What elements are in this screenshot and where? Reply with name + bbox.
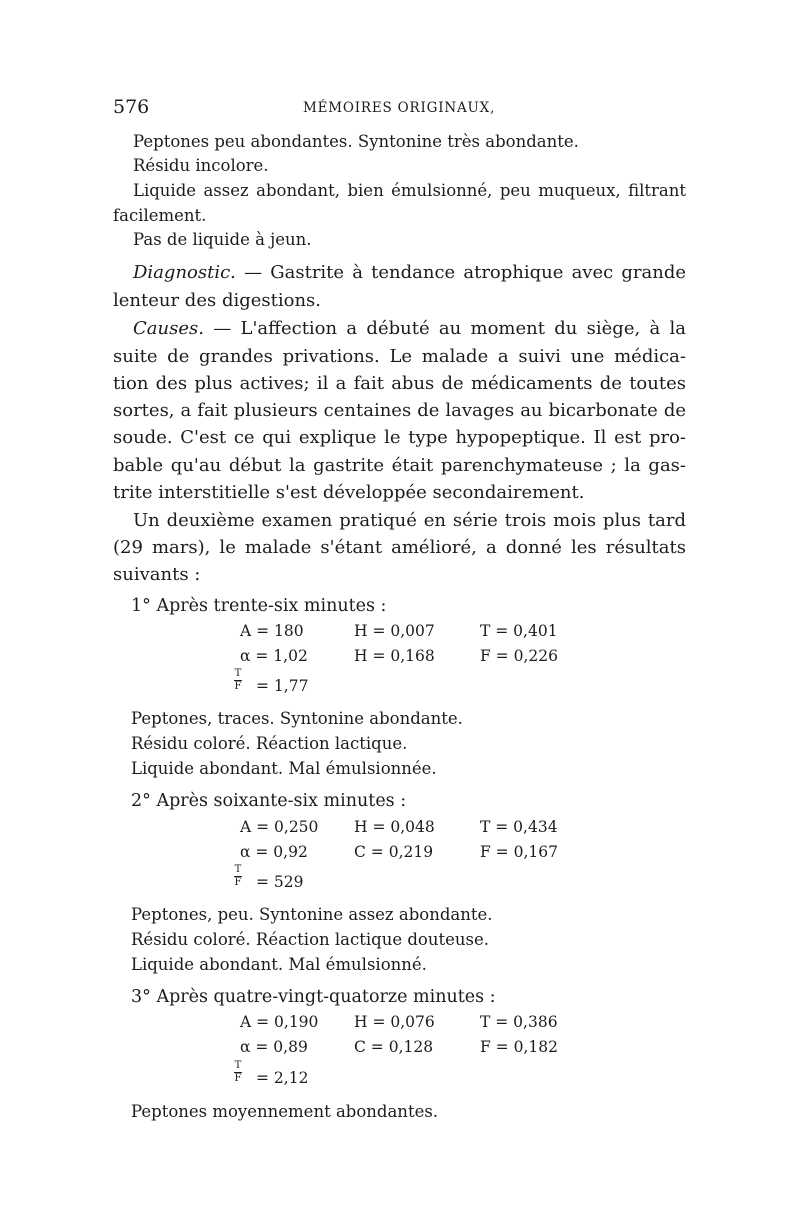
text-line: Liquide assez abondant, bien émulsionné, peu muqueux, filtrant xyxy=(133,181,686,200)
result-3-title: 3° Après quatre-vingt-quatorze minutes : xyxy=(131,987,496,1007)
result-2-note: Résidu coloré. Réaction lactique douteuse. xyxy=(131,930,489,949)
result-2-value: H = 0,048 xyxy=(354,818,435,836)
ratio-numerator: T xyxy=(234,668,242,679)
result-1-value: H = 0,168 xyxy=(354,647,435,665)
ratio-denominator: F xyxy=(234,681,242,692)
result-1-note: Liquide abondant. Mal émulsionnée. xyxy=(131,759,437,778)
ratio-denominator: F xyxy=(234,1073,242,1084)
second-exam-line: Un deuxième examen pratiqué en série trois mois plus tard xyxy=(133,510,686,531)
causes-line: bable qu'au début la gastrite était parenchymateuse ; la gas- xyxy=(113,455,686,476)
result-1-value: A = 180 xyxy=(240,622,304,640)
result-3-value: H = 0,076 xyxy=(354,1013,435,1031)
causes-line-1 xyxy=(133,318,686,340)
result-1-value: F = 0,226 xyxy=(480,647,558,665)
causes-text: — L'affection a débuté au moment du siège, à la xyxy=(203,318,686,339)
result-2-ratio-value: = 529 xyxy=(256,873,304,891)
result-2-note: Peptones, peu. Syntonine assez abondante. xyxy=(131,905,493,924)
result-2-note: Liquide abondant. Mal émulsionné. xyxy=(131,955,427,974)
causes-line: tion des plus actives; il a fait abus de médicaments de toutes xyxy=(113,373,686,394)
causes-label: Causes. xyxy=(133,318,204,339)
text-line: Résidu incolore. xyxy=(133,156,269,175)
result-2-title: 2° Après soixante-six minutes : xyxy=(131,791,407,811)
ratio-numerator: T xyxy=(234,864,242,875)
result-2-value: A = 0,250 xyxy=(240,818,319,836)
diagnostic-line-2: lenteur des digestions. xyxy=(113,290,322,311)
result-1-note: Peptones, traces. Syntonine abondante. xyxy=(131,709,463,728)
result-1-note: Résidu coloré. Réaction lactique. xyxy=(131,734,408,753)
second-exam-line: (29 mars), le malade s'étant amélioré, a donné les résultats xyxy=(113,537,686,558)
result-2-ratio-fraction xyxy=(233,865,243,888)
result-2-value: C = 0,219 xyxy=(354,843,434,861)
result-2-value: T = 0,434 xyxy=(480,818,558,836)
result-3-value: α = 0,89 xyxy=(240,1038,308,1056)
text-line: facilement. xyxy=(113,206,207,225)
result-3-value: A = 0,190 xyxy=(240,1013,319,1031)
causes-line: sortes, a fait plusieurs centaines de lavages au bicarbonate de xyxy=(113,400,686,421)
diagnostic-label: Diagnostic. xyxy=(133,262,236,283)
result-2-value: F = 0,167 xyxy=(480,843,558,861)
page-number: 576 xyxy=(113,96,150,118)
result-3-value: T = 0,386 xyxy=(480,1013,558,1031)
diagnostic-text: — Gastrite à tendance atrophique avec grande xyxy=(235,262,686,283)
text-line: Pas de liquide à jeun. xyxy=(133,230,312,249)
text-line: Peptones peu abondantes. Syntonine très abondante. xyxy=(133,132,579,151)
result-1-value: H = 0,007 xyxy=(354,622,435,640)
result-1-value: α = 1,02 xyxy=(240,647,308,665)
result-3-note: Peptones moyennement abondantes. xyxy=(131,1102,439,1121)
ratio-denominator: F xyxy=(234,877,242,888)
result-1-title: 1° Après trente-six minutes : xyxy=(131,596,387,616)
result-2-value: α = 0,92 xyxy=(240,843,308,861)
result-1-ratio-fraction xyxy=(233,669,243,692)
result-1-ratio-value: = 1,77 xyxy=(256,677,309,695)
diagnostic-line-1 xyxy=(133,262,686,284)
causes-line: trite interstitielle s'est développée secondairement. xyxy=(113,482,585,503)
result-3-value: C = 0,128 xyxy=(354,1038,434,1056)
causes-line: suite de grandes privations. Le malade a suivi une médica- xyxy=(113,346,686,367)
running-head: MÉMOIRES ORIGINAUX, xyxy=(303,100,496,116)
page-header xyxy=(113,96,693,120)
result-3-ratio-fraction xyxy=(233,1061,243,1084)
result-3-ratio-value: = 2,12 xyxy=(256,1069,309,1087)
causes-line: soude. C'est ce qui explique le type hypopeptique. Il est pro- xyxy=(113,427,686,448)
second-exam-line: suivants : xyxy=(113,564,201,585)
ratio-numerator: T xyxy=(234,1060,242,1071)
result-3-value: F = 0,182 xyxy=(480,1038,558,1056)
result-1-value: T = 0,401 xyxy=(480,622,558,640)
